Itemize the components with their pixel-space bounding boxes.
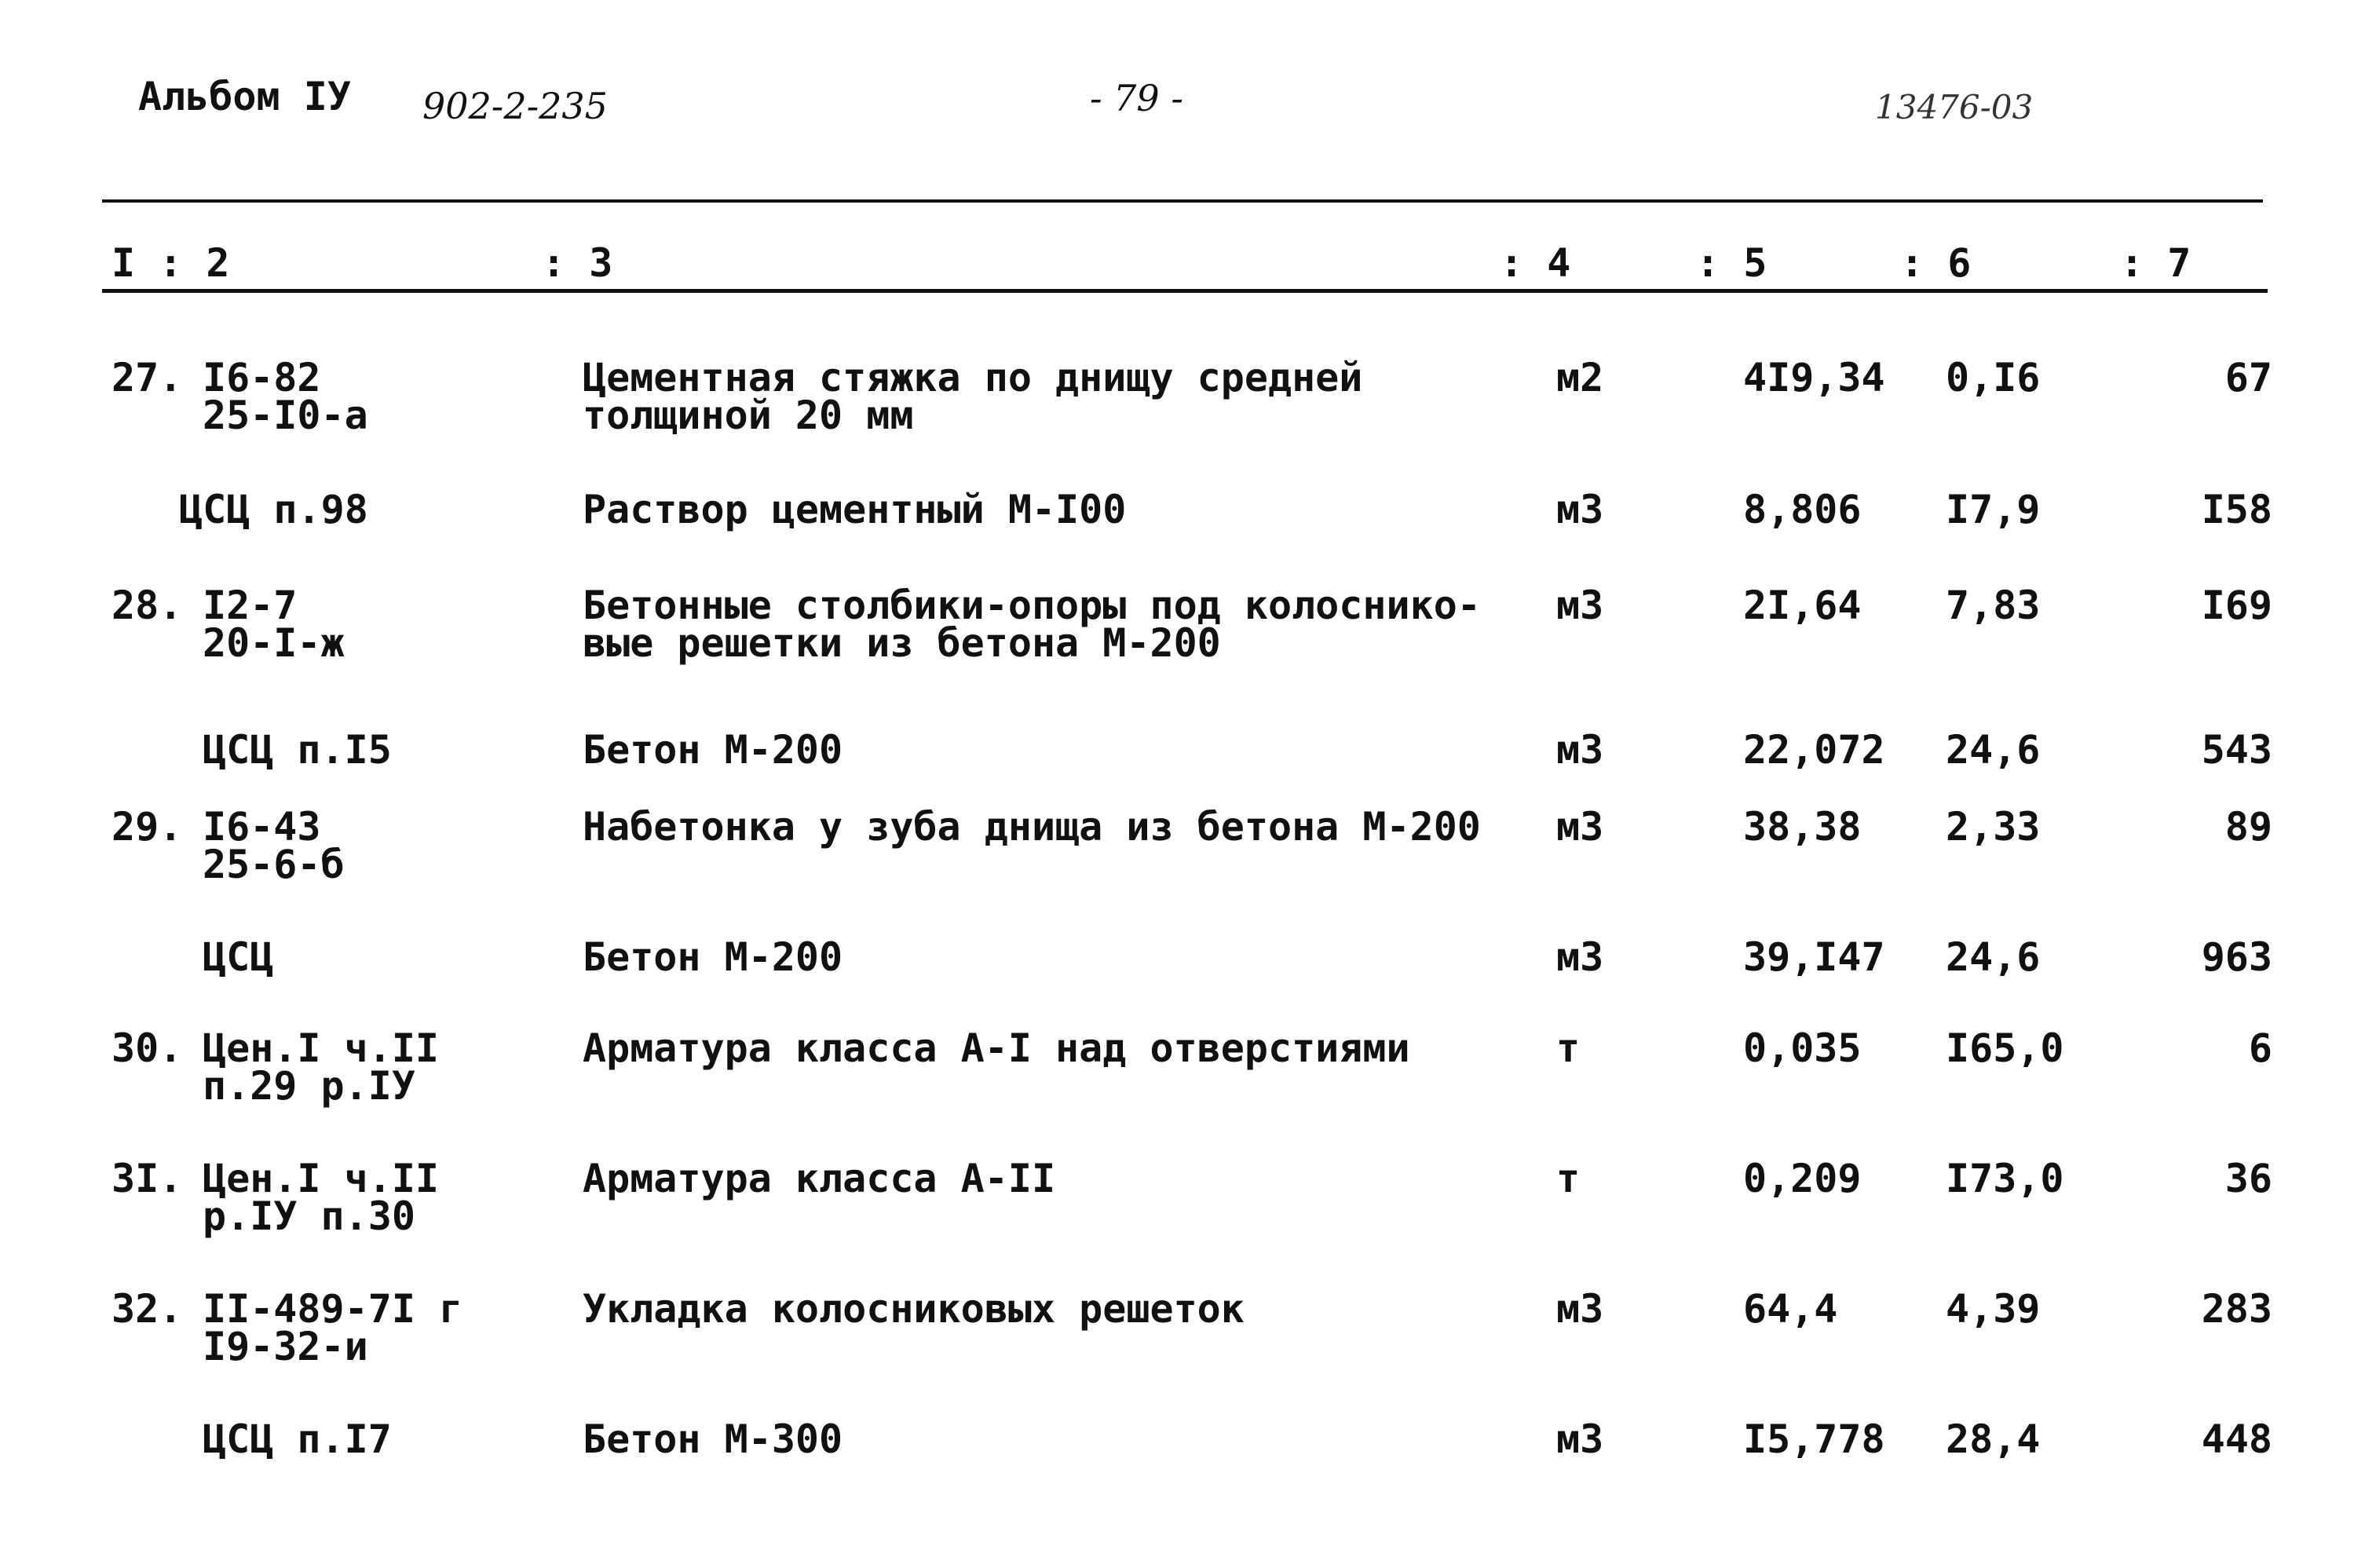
row-unit: т [1556, 1156, 1581, 1201]
row-unit-price: I7,9 [1946, 487, 2041, 532]
row-quantity: 8,806 [1743, 487, 1862, 532]
row-quantity: 2I,64 [1743, 583, 1862, 628]
row-description-line: Бетон М-200 [583, 727, 843, 773]
row-code-line: 25-6-б [203, 842, 345, 887]
row-unit-price: 28,4 [1946, 1416, 2041, 1462]
row-description-line: Набетонка у зуба днища из бетона М-200 [583, 804, 1481, 850]
row-total: 963 [2201, 934, 2272, 980]
row-unit: м3 [1556, 727, 1604, 773]
row-quantity: 4I9,34 [1743, 355, 1885, 400]
row-code-line: ЦСЦ п.98 [179, 487, 368, 532]
row-number: 30. [111, 1025, 183, 1071]
row-description-line: Бетонные столбики-опоры под колоснико- [583, 583, 1481, 628]
row-code-line: Цен.I ч.II [203, 1156, 440, 1201]
row-unit: м3 [1556, 1416, 1604, 1462]
row-number: 32. [111, 1286, 183, 1332]
row-description-line: вые решетки из бетона М-200 [583, 620, 1221, 666]
row-code-line: I9-32-и [203, 1324, 368, 1369]
row-unit: м3 [1556, 934, 1604, 980]
row-description-line: Раствор цементный М-I00 [583, 487, 1127, 532]
row-unit-price: 7,83 [1946, 583, 2041, 628]
column-header-5: : 5 [1696, 240, 1767, 286]
row-number: 3I. [111, 1156, 183, 1201]
row-code-line: ЦСЦ п.I7 [203, 1416, 392, 1462]
column-header-3: : 3 [542, 240, 613, 286]
row-description-line: Арматура класса А-I над отверстиями [583, 1025, 1410, 1071]
row-total: 283 [2201, 1286, 2272, 1332]
row-code-line: ЦСЦ [203, 934, 274, 980]
row-total: 67 [2224, 355, 2272, 400]
row-unit: м2 [1556, 355, 1604, 400]
row-quantity: 38,38 [1743, 804, 1862, 850]
row-code-line: 25-I0-а [203, 393, 368, 438]
row-unit-price: 24,6 [1946, 934, 2041, 980]
row-unit-price: I73,0 [1946, 1156, 2064, 1201]
row-unit-price: 2,33 [1946, 804, 2041, 850]
row-total: I69 [2201, 583, 2272, 628]
row-description-line: толщиной 20 мм [583, 393, 914, 438]
header-rule [102, 289, 2268, 293]
row-unit-price: 24,6 [1946, 727, 2041, 773]
row-description-line: Укладка колосниковых решеток [583, 1286, 1245, 1332]
row-description-line: Арматура класса А-II [583, 1156, 1056, 1201]
project-code: 902-2-235 [422, 85, 608, 127]
row-total: 6 [2248, 1025, 2272, 1071]
row-total: 36 [2224, 1156, 2272, 1201]
row-unit: т [1556, 1025, 1581, 1071]
row-unit: м3 [1556, 583, 1604, 628]
row-description-line: Бетон М-200 [583, 934, 843, 980]
row-unit: м3 [1556, 1286, 1604, 1332]
row-quantity: 64,4 [1743, 1286, 1838, 1332]
row-quantity: 0,035 [1743, 1025, 1862, 1071]
row-unit-price: 0,I6 [1946, 355, 2041, 400]
album-label: Альбом IУ [138, 74, 351, 119]
row-number: 27. [111, 355, 183, 400]
row-number: 28. [111, 583, 183, 628]
column-header-1-2: I : 2 [111, 240, 230, 286]
top-rule [102, 199, 2263, 203]
row-total: I58 [2201, 487, 2272, 532]
column-header-4: : 4 [1500, 240, 1571, 286]
row-code-line: I6-43 [203, 804, 321, 850]
row-code-line: п.29 р.IУ [203, 1063, 415, 1109]
row-code-line: ЦСЦ п.I5 [203, 727, 392, 773]
row-unit-price: I65,0 [1946, 1025, 2064, 1071]
row-total: 89 [2224, 804, 2272, 850]
row-unit: м3 [1556, 804, 1604, 850]
row-code-line: 20-I-ж [203, 620, 345, 666]
row-code-line: I6-82 [203, 355, 321, 400]
row-quantity: I5,778 [1743, 1416, 1885, 1462]
row-quantity: 39,I47 [1743, 934, 1885, 980]
row-code-line: II-489-7I г [203, 1286, 463, 1332]
row-quantity: 22,072 [1743, 727, 1885, 773]
row-code-line: I2-7 [203, 583, 298, 628]
row-description-line: Бетон М-300 [583, 1416, 843, 1462]
row-total: 448 [2201, 1416, 2272, 1462]
row-quantity: 0,209 [1743, 1156, 1862, 1201]
row-total: 543 [2201, 727, 2272, 773]
page-number: - 79 - [1090, 77, 1183, 119]
row-description-line: Цементная стяжка по днищу средней [583, 355, 1363, 400]
row-unit-price: 4,39 [1946, 1286, 2041, 1332]
row-number: 29. [111, 804, 183, 850]
row-code-line: р.IУ п.30 [203, 1193, 415, 1239]
row-code-line: Цен.I ч.II [203, 1025, 440, 1071]
row-unit: м3 [1556, 487, 1604, 532]
column-header-7: : 7 [2120, 240, 2191, 286]
inventory-code: 13476-03 [1875, 88, 2034, 126]
column-header-6: : 6 [1900, 240, 1972, 286]
